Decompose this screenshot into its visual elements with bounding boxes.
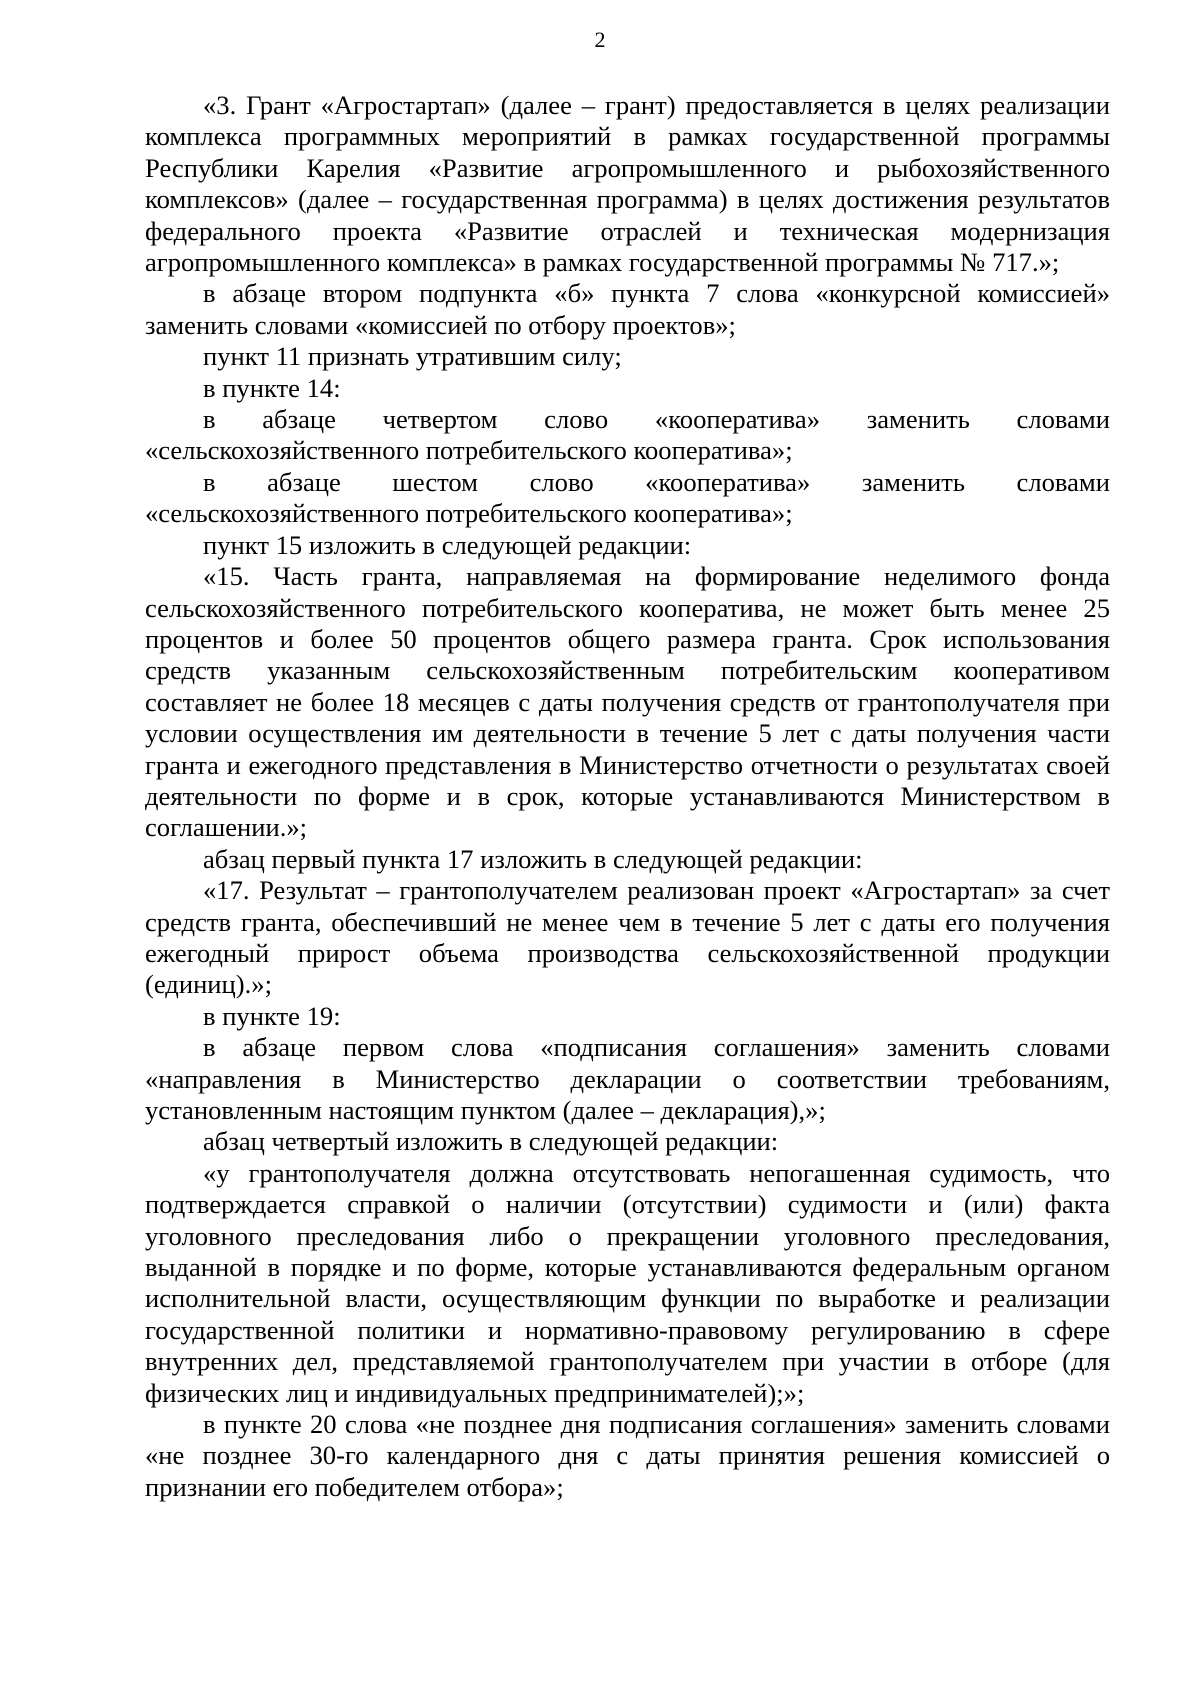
paragraph-point-14-sixth: в абзаце шестом слово «кооператива» заменить словами «сельскохозяйственного потребительского кооператива»; bbox=[145, 466, 1110, 529]
page-number: 2 bbox=[594, 27, 606, 52]
paragraph-point-19-fourth-intro: абзац четвертый изложить в следующей редакции: bbox=[203, 1126, 779, 1157]
paragraph-point-15-text: «15. Часть гранта, направляемая на формирование неделимого фонда сельскохозяйственного потребительского кооператива, не может быть менее 25 процентов и более 50 процентов общего размера гранта. Срок использования средств указанным сельскохозяйственным потребительским кооперативом составляет не более 18 месяцев с даты получения средств от грантополучателя при условии осуществления им деятельности в течение 5 лет с даты получения части гранта и ежегодного представления в Министерство отчетности о результатах своей деятельности по форме и в срок, которые устанавливаются Министерством в соглашении.»; bbox=[145, 561, 1110, 843]
paragraph-point-19-fourth-text: «у грантополучателя должна отсутствовать непогашенная судимость, что подтверждается справкой о наличии (отсутствии) судимости и (или) факта уголовного преследования либо о прекращении уголовного преследования, выданной в порядке и по форме, которые устанавливаются федеральным органом исполнительной власти, осуществляющим функции по выработке и реализации государственной политики и нормативно-правовому регулированию в сфере внутренних дел, представляемой грантополучателем при участии в отборе (для физических лиц и индивидуальных предпринимателей);»; bbox=[145, 1157, 1110, 1408]
paragraph-point-11-repeal: пункт 11 признать утратившим силу; bbox=[203, 341, 622, 372]
paragraph-point-15-intro: пункт 15 изложить в следующей редакции: bbox=[203, 529, 692, 560]
paragraph-point-14-fourth: в абзаце четвертом слово «кооператива» заменить словами «сельскохозяйственного потребительского кооператива»; bbox=[145, 404, 1110, 466]
paragraph-point-20-amendment: в пункте 20 слова «не позднее дня подписания соглашения» заменить словами «не позднее 30-го календарного дня с даты принятия решения комиссией о признании его победителем отбора»; bbox=[145, 1409, 1110, 1502]
paragraph-point-14-intro: в пункте 14: bbox=[203, 372, 341, 403]
paragraph-point-17-text: «17. Результат – грантополучателем реализован проект «Агростартап» за счет средств гранта, обеспечивший не менее чем в течение 5 лет с даты его получения ежегодный прирост объема производства сельскохозяйственной продукции (единиц).»; bbox=[145, 875, 1110, 1000]
paragraph-point-19-intro: в пункте 19: bbox=[203, 1000, 341, 1031]
document-body bbox=[145, 90, 1110, 1503]
paragraph-point-17-intro: абзац первый пункта 17 изложить в следующей редакции: bbox=[203, 843, 863, 874]
paragraph-grant-definition: «3. Грант «Агростартап» (далее – грант) предоставляется в целях реализации комплекса программных мероприятий в рамках государственной программы Республики Карелия «Развитие агропромышленного и рыбохозяйственного комплексов» (далее – государственная программа) в целях достижения результатов федерального проекта «Развитие отраслей и техническая модернизация агропромышленного комплекса» в рамках государственной программы № 717.»; bbox=[145, 90, 1110, 278]
paragraph-point-7-amendment: в абзаце втором подпункта «б» пункта 7 слова «конкурсной комиссией» заменить словами «комиссией по отбору проектов»; bbox=[145, 278, 1110, 340]
paragraph-point-19-first: в абзаце первом слова «подписания соглашения» заменить словами «направления в Министерство декларации о соответствии требованиям, установленным настоящим пунктом (далее – декларация),»; bbox=[145, 1032, 1110, 1125]
